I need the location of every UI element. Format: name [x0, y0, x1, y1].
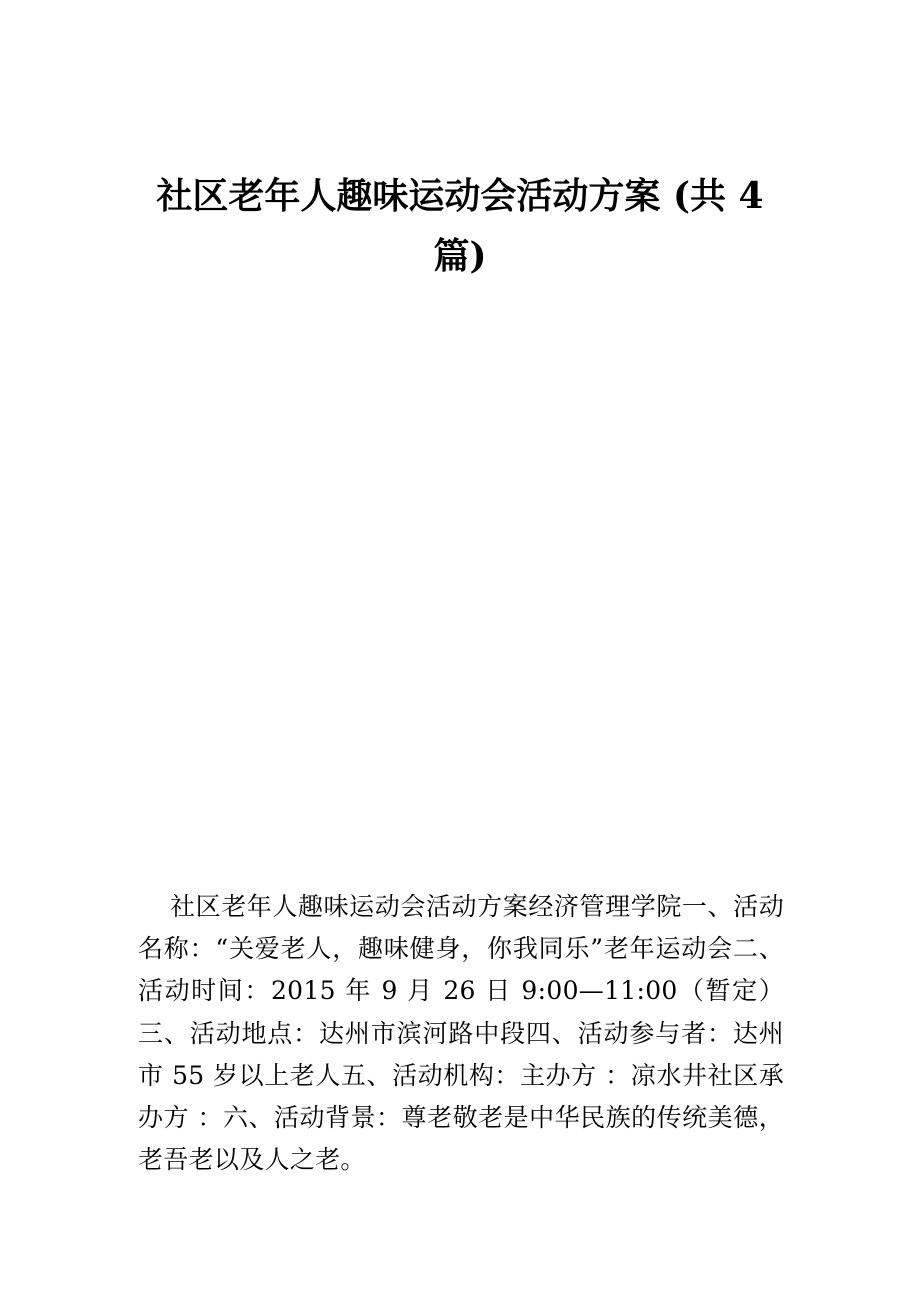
document-title: 社区老年人趣味运动会活动方案 (共 4 篇): [156, 175, 764, 277]
document-body-paragraph: 社区老年人趣味运动会活动方案经济管理学院一、活动名称：“关爱老人，趣味健身，你我同乐”老年运动会二、活动时间：2015 年 9 月 26 日 9:00—11:00（暂定）三、活动地点：达州市滨河路中段四、活动参与者：达州市 55 岁以上老人五、活动机构：主办方 ：凉水井社区承办方 ：六、活动背景：尊老敬老是中华民族的传统美德，老吾老以及人之老。: [138, 892, 784, 1175]
